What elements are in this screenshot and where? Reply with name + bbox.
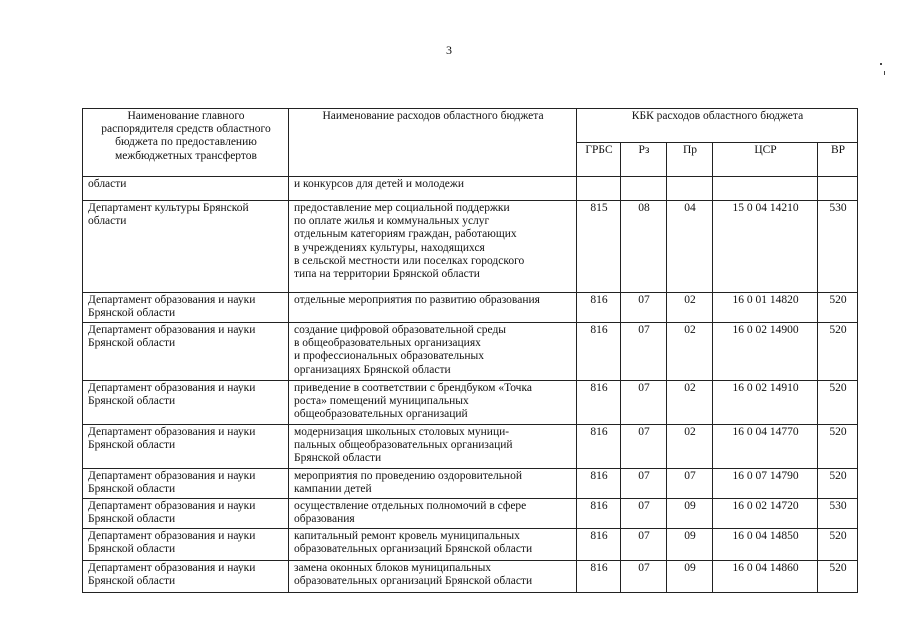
org-cell: Департамент образования и науки Брянской области	[83, 469, 289, 499]
table-row	[83, 469, 858, 499]
grbs-cell: 816	[577, 469, 621, 499]
expense-cell: осуществление отдельных полномочий в сфере образования	[289, 499, 577, 529]
org-cell: Департамент образования и науки Брянской области	[83, 425, 289, 469]
table-row	[83, 201, 858, 293]
grbs-cell: 816	[577, 323, 621, 381]
pr-cell: 09	[667, 561, 713, 593]
header-grbs: ГРБС	[577, 143, 621, 177]
header-expense-column: Наименование расходов областного бюджета	[289, 109, 577, 177]
table-row	[83, 499, 858, 529]
pr-cell: 07	[667, 469, 713, 499]
csr-cell: 16 0 01 14820	[713, 293, 818, 323]
org-cell: Департамент культуры Брянской области	[83, 201, 289, 293]
rz-cell: 07	[621, 469, 667, 499]
csr-cell: 15 0 04 14210	[713, 201, 818, 293]
vr-cell: 520	[818, 561, 858, 593]
table-row	[83, 529, 858, 561]
pr-cell: 04	[667, 201, 713, 293]
table-row	[83, 425, 858, 469]
vr-cell	[818, 177, 858, 201]
header-kbk: КБК расходов областного бюджета	[577, 109, 858, 143]
expense-cell: модернизация школьных столовых муници- пальных общеобразовательных организаций Брянской области	[289, 425, 577, 469]
csr-cell: 16 0 02 14900	[713, 323, 818, 381]
csr-cell: 16 0 07 14790	[713, 469, 818, 499]
org-cell: Департамент образования и науки Брянской области	[83, 499, 289, 529]
rz-cell: 07	[621, 561, 667, 593]
expense-cell: предоставление мер социальной поддержки по оплате жилья и коммунальных услуг отдельным категориям граждан, работающих в учреждениях культуры, находящихся в сельской местности или поселках городского типа на территории Брянской области	[289, 201, 577, 293]
csr-cell	[713, 177, 818, 201]
vr-cell: 520	[818, 323, 858, 381]
table-row	[83, 323, 858, 381]
rz-cell: 07	[621, 381, 667, 425]
rz-cell: 07	[621, 323, 667, 381]
grbs-cell: 816	[577, 425, 621, 469]
grbs-cell	[577, 177, 621, 201]
org-cell: Департамент образования и науки Брянской области	[83, 529, 289, 561]
csr-cell: 16 0 02 14720	[713, 499, 818, 529]
rz-cell: 07	[621, 499, 667, 529]
scan-speck	[880, 63, 882, 65]
vr-cell: 520	[818, 425, 858, 469]
vr-cell: 520	[818, 529, 858, 561]
grbs-cell: 816	[577, 381, 621, 425]
pr-cell: 02	[667, 293, 713, 323]
org-cell: Департамент образования и науки Брянской области	[83, 561, 289, 593]
csr-cell: 16 0 04 14860	[713, 561, 818, 593]
pr-cell	[667, 177, 713, 201]
scan-speck	[884, 71, 885, 75]
grbs-cell: 816	[577, 561, 621, 593]
vr-cell: 520	[818, 381, 858, 425]
org-cell: области	[83, 177, 289, 201]
expense-cell: капитальный ремонт кровель муниципальных образовательных организаций Брянской области	[289, 529, 577, 561]
grbs-cell: 816	[577, 293, 621, 323]
org-cell: Департамент образования и науки Брянской области	[83, 381, 289, 425]
page-number: 3	[446, 43, 452, 57]
header-vr: ВР	[818, 143, 858, 177]
grbs-cell: 816	[577, 499, 621, 529]
budget-table	[82, 108, 858, 593]
csr-cell: 16 0 04 14850	[713, 529, 818, 561]
vr-cell: 520	[818, 293, 858, 323]
table-row	[83, 293, 858, 323]
expense-cell: мероприятия по проведению оздоровительной кампании детей	[289, 469, 577, 499]
vr-cell: 530	[818, 201, 858, 293]
header-pr: Пр	[667, 143, 713, 177]
vr-cell: 520	[818, 469, 858, 499]
rz-cell: 07	[621, 293, 667, 323]
pr-cell: 02	[667, 381, 713, 425]
expense-cell: и конкурсов для детей и молодежи	[289, 177, 577, 201]
grbs-cell: 816	[577, 529, 621, 561]
rz-cell: 07	[621, 425, 667, 469]
header-org-column: Наименование главного распорядителя средств областного бюджета по предоставлению межбюджетных трансфертов	[83, 109, 289, 177]
table-row	[83, 561, 858, 593]
expense-cell: создание цифровой образовательной среды в общеобразовательных организациях и профессиональных образовательных организациях Брянской области	[289, 323, 577, 381]
org-cell: Департамент образования и науки Брянской области	[83, 323, 289, 381]
table-row	[83, 177, 858, 201]
header-csr: ЦСР	[713, 143, 818, 177]
table-row	[83, 381, 858, 425]
rz-cell: 07	[621, 529, 667, 561]
vr-cell: 530	[818, 499, 858, 529]
pr-cell: 02	[667, 323, 713, 381]
csr-cell: 16 0 02 14910	[713, 381, 818, 425]
expense-cell: замена оконных блоков муниципальных образовательных организаций Брянской области	[289, 561, 577, 593]
expense-cell: приведение в соответствии с брендбуком «Точка роста» помещений муниципальных общеобразовательных организаций	[289, 381, 577, 425]
pr-cell: 09	[667, 529, 713, 561]
pr-cell: 02	[667, 425, 713, 469]
org-cell: Департамент образования и науки Брянской области	[83, 293, 289, 323]
rz-cell	[621, 177, 667, 201]
csr-cell: 16 0 04 14770	[713, 425, 818, 469]
expense-cell: отдельные мероприятия по развитию образования	[289, 293, 577, 323]
rz-cell: 08	[621, 201, 667, 293]
grbs-cell: 815	[577, 201, 621, 293]
pr-cell: 09	[667, 499, 713, 529]
header-rz: Рз	[621, 143, 667, 177]
